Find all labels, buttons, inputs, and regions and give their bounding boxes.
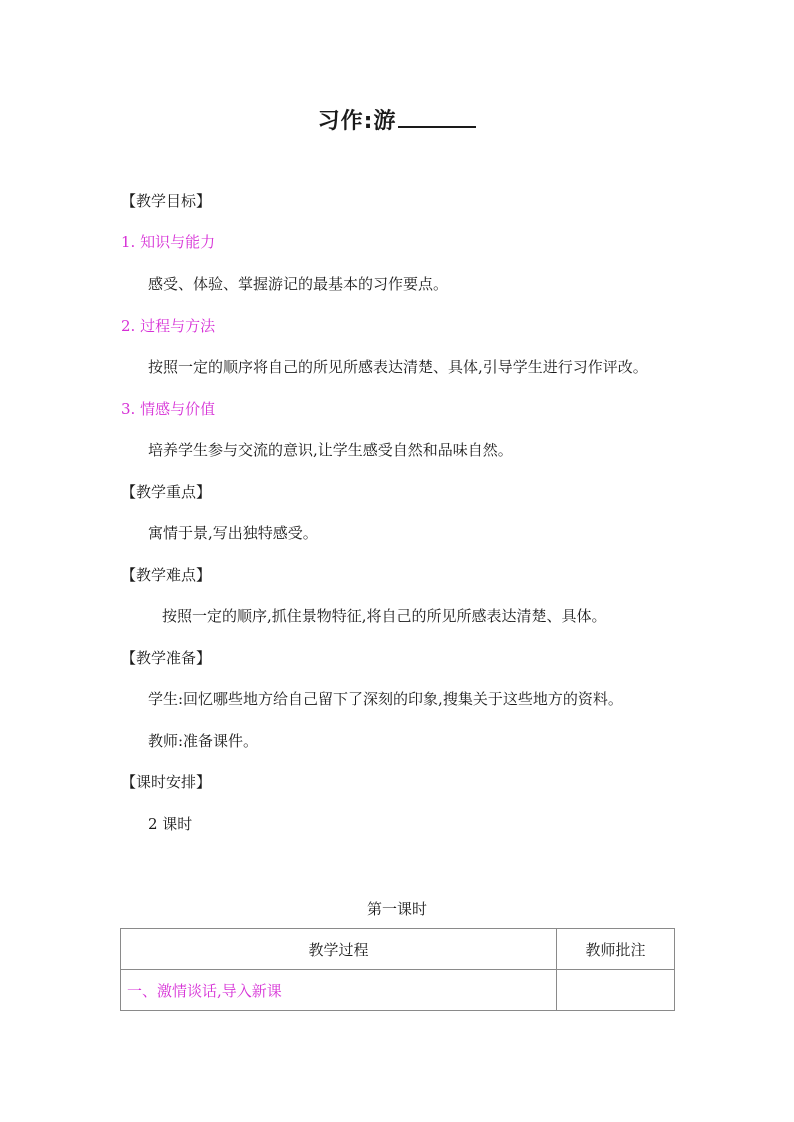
key-point-text: 寓情于景,写出独特感受。	[148, 524, 318, 542]
difficult-point-heading: 【教学难点】	[121, 566, 212, 584]
lesson-plan-table	[120, 928, 675, 1011]
objective-1-title: 1. 知识与能力	[121, 233, 216, 251]
schedule-heading: 【课时安排】	[121, 773, 212, 791]
document-title-text: 习作:游	[317, 109, 397, 134]
objective-3-text: 培养学生参与交流的意识,让学生感受自然和品味自然。	[148, 441, 513, 459]
document-title	[0, 100, 794, 140]
process-step-cell: 一、激情谈话,导入新课	[121, 970, 557, 1011]
objective-3-title: 3. 情感与价值	[121, 400, 216, 418]
schedule-text: 2 课时	[148, 815, 193, 833]
preparation-teacher: 教师:准备课件。	[148, 732, 259, 750]
preparation-student: 学生:回忆哪些地方给自己留下了深刻的印象,搜集关于这些地方的资料。	[148, 690, 623, 708]
objective-2-title: 2. 过程与方法	[121, 317, 216, 335]
title-blank-underline	[398, 100, 476, 128]
header-teacher-notes: 教师批注	[557, 929, 675, 970]
difficult-point-text: 按照一定的顺序,抓住景物特征,将自己的所见所感表达清楚、具体。	[162, 607, 607, 625]
objective-1-text: 感受、体验、掌握游记的最基本的习作要点。	[148, 275, 449, 293]
preparation-heading: 【教学准备】	[121, 649, 212, 667]
objective-2-text: 按照一定的顺序将自己的所见所感表达清楚、具体,引导学生进行习作评改。	[148, 358, 648, 376]
teacher-notes-cell[interactable]	[557, 970, 675, 1011]
header-teaching-process: 教学过程	[121, 929, 557, 970]
objectives-heading: 【教学目标】	[121, 192, 212, 210]
table-row	[121, 970, 675, 1011]
lesson-title: 第一课时	[366, 900, 427, 918]
table-header-row	[121, 929, 675, 970]
key-point-heading: 【教学重点】	[121, 483, 212, 501]
